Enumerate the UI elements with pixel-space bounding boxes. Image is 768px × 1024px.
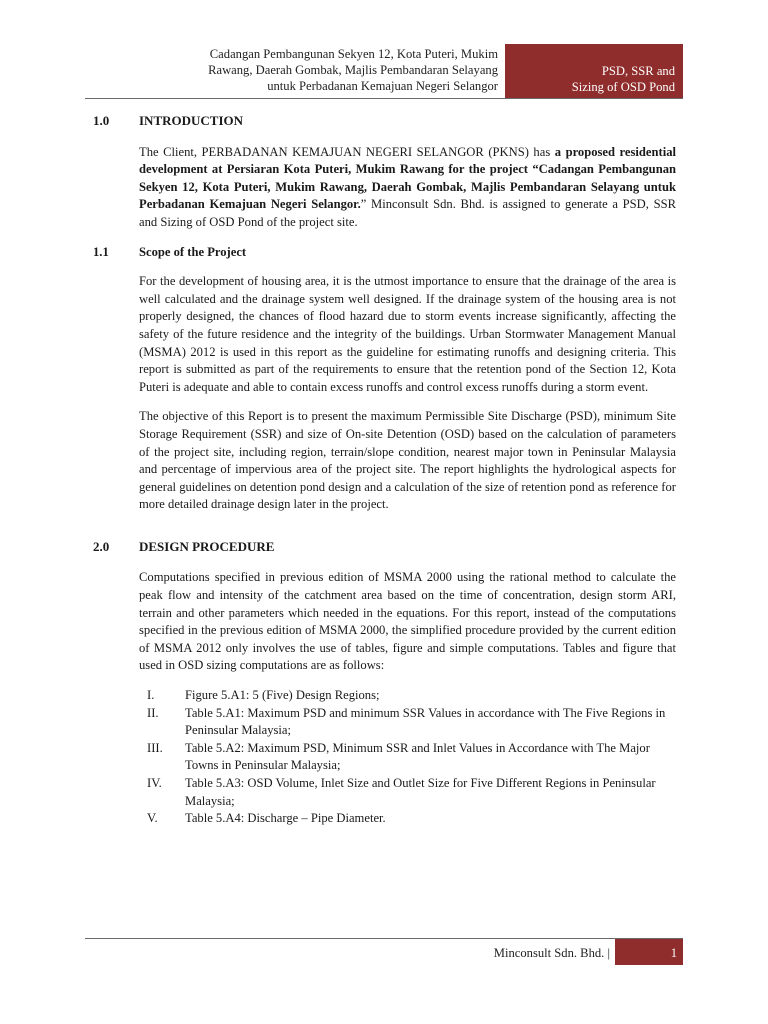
- subsection-title: Scope of the Project: [139, 244, 247, 259]
- footer-company-name: Minconsult Sdn. Bhd. |: [493, 946, 610, 960]
- list-item-text: Table 5.A3: OSD Volume, Inlet Size and Outlet Size for Five Different Regions in Peninsular Malaysia;: [185, 776, 656, 808]
- list-item-number: I.: [147, 688, 155, 703]
- section-heading-introduction: [93, 112, 676, 130]
- list-item-number: III.: [147, 740, 163, 755]
- intro-text-start: The Client, PERBADANAN KEMAJUAN NEGERI SELANGOR (PKNS) has: [139, 144, 555, 159]
- list-item-number: V.: [147, 811, 158, 826]
- section-heading-design-procedure: [93, 538, 676, 556]
- section-number: 1.0: [93, 113, 110, 128]
- header-divider: [85, 98, 683, 99]
- section-number: 2.0: [93, 538, 110, 554]
- list-item-text: Figure 5.A1: 5 (Five) Design Regions;: [185, 688, 380, 703]
- intro-paragraph: [139, 144, 676, 232]
- header-box-line-2: Sizing of OSD Pond: [571, 80, 675, 94]
- scope-paragraph-1: For the development of housing area, it is the utmost importance to ensure that the drainage of the area is well calculated and the drainage system well designed. If the drainage system of the housing area is not properly designed, the chances of flood hazard due to storm events increase significantly, affecting the safety of the future residence and the integrity of the buildings. Urban Stormwater Management Manual (MSMA) 2012 is used in this report as the guideline for estimating runoffs and designing criteria. This report is submitted as part of the requirements to ensure that the retention pond of the Section 12, Kota Puteri is adequate and able to contain excess runoffs and control excess runoffs during a storm event.: [139, 274, 676, 394]
- header-line-2: Rawang, Daerah Gombak, Majlis Pembandaran Selayang: [208, 63, 498, 77]
- header-report-title-box: [505, 44, 683, 98]
- footer-divider: [85, 938, 683, 939]
- header-box-line-1: PSD, SSR and: [601, 64, 675, 78]
- list-item-number: II.: [147, 705, 159, 720]
- list-item-number: IV.: [147, 776, 162, 790]
- section-heading-scope: [93, 244, 676, 262]
- intro-text-end: ” Minconsult Sdn. Bhd. is assigned to generate a PSD, SSR and Sizing of OSD Pond of the project site.: [139, 197, 677, 229]
- list-item-text: Table 5.A2: Maximum PSD, Minimum SSR and Inlet Values in Accordance with The Major Towns in Peninsular Malaysia;: [185, 740, 650, 773]
- design-procedure-paragraph: Computations specified in previous edition of MSMA 2000 using the rational method to calculate the peak flow and intensity of the catchment area based on the time of concentration, design storm ARI, terrain and other parameters which needed in the equations. For this report, instead of the computations specified in the previous edition of MSMA 2000, the simplified procedure provided by the current edition of MSMA 2012 only involves the use of tables, figure and simple computations. Tables and figure that used in OSD sizing computations are as follows:: [139, 570, 676, 673]
- scope-paragraph-2: The objective of this Report is to present the maximum Permissible Site Discharge (PSD), minimum Site Storage Requirement (SSR) and size of On-site Detention (OSD) based on the calculation of parameters of the project site, including region, terrain/slope condition, nearest major town in Peninsular Malaysia and percentage of impervious area of the project site. The report highlights the hydrological aspects for general guidelines on detention pond design and a calculation of the size of retention pond as reference for more detailed drainage design later in the project.: [139, 409, 676, 512]
- list-item: [139, 775, 676, 810]
- header-line-3: untuk Perbadanan Kemajuan Negeri Selangor: [267, 79, 498, 93]
- subsection-number: 1.1: [93, 244, 109, 259]
- page-number: 1: [615, 939, 683, 965]
- list-item: [139, 705, 676, 740]
- tables-figure-list: [139, 687, 676, 828]
- list-item: [139, 687, 676, 705]
- section-title: INTRODUCTION: [139, 113, 244, 128]
- section-title: DESIGN PROCEDURE: [139, 538, 275, 554]
- list-item: [139, 740, 676, 775]
- header-project-title: [130, 46, 498, 94]
- header-line-1: Cadangan Pembangunan Sekyen 12, Kota Puteri, Mukim: [209, 47, 498, 61]
- list-item-text: Table 5.A1: Maximum PSD and minimum SSR Values in accordance with The Five Regions in Peninsular Malaysia;: [185, 705, 666, 738]
- list-item-text: Table 5.A4: Discharge – Pipe Diameter.: [185, 811, 386, 826]
- list-item: [139, 810, 676, 828]
- document-body: [93, 112, 676, 828]
- intro-text-bold: a proposed residential development at Persiaran Kota Puteri, Mukim Rawang for the project “Cadangan Pembangunan Sekyen 12, Kota Puteri, Mukim Rawang, Daerah Gombak, Majlis Pembandaran Selayang untuk Perbadanan Kemajuan Negeri Selangor.: [139, 144, 676, 212]
